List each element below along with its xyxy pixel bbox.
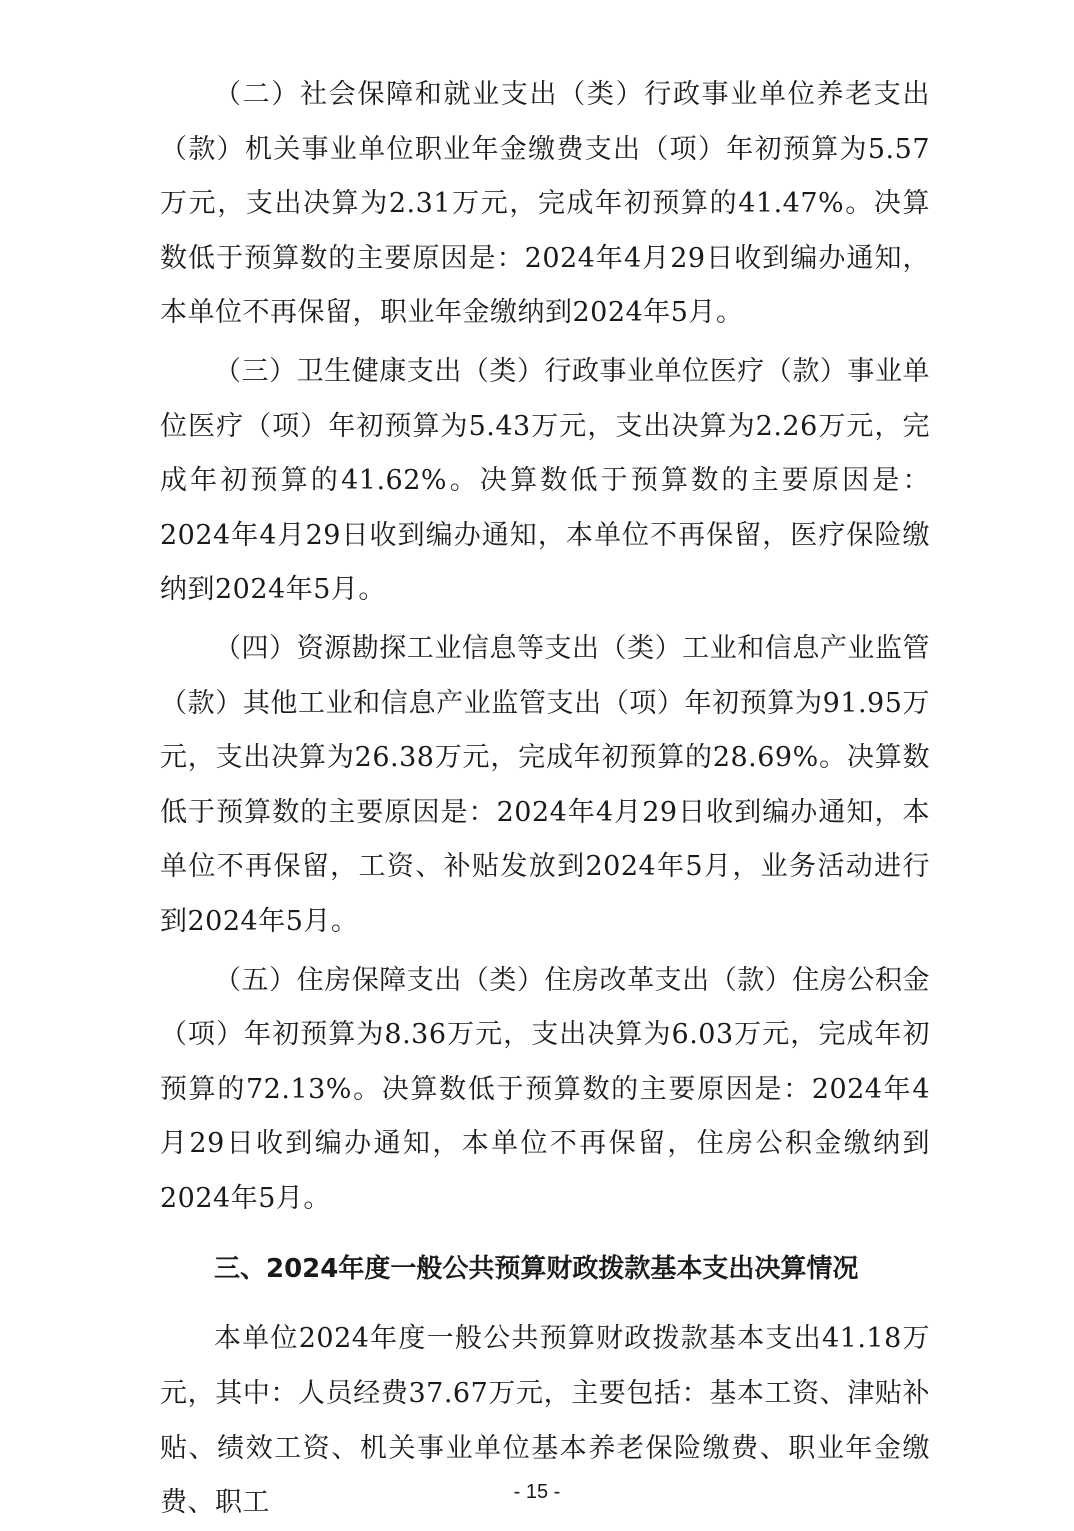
paragraph-health: （三）卫生健康支出（类）行政事业单位医疗（款）事业单位医疗（项）年初预算为5.43万元，支出决算为2.26万元，完成年初预算的41.62%。决算数低于预算数的主要原因是：2024年4月29日收到编办通知，本单位不再保留，医疗保险缴纳到2024年5月。	[160, 355, 930, 606]
paragraph-social-security: （二）社会保障和就业支出（类）行政事业单位养老支出（款）机关事业单位职业年金缴费支出（项）年初预算为5.57万元，支出决算为2.31万元，完成年初预算的41.47%。决算数低于预算数的主要原因是：2024年4月29日收到编办通知，本单位不再保留，职业年金缴纳到2024年5月。	[160, 79, 930, 329]
page-number: - 15 -	[513, 1481, 561, 1503]
paragraph-basic-expenditure: 本单位2024年度一般公共预算财政拨款基本支出41.18万元，其中：人员经费37.67万元，主要包括：基本工资、津贴补贴、绩效工资、机关事业单位基本养老保险缴费、职业年金缴费、职工	[160, 1323, 930, 1519]
paragraph-resource-exploration: （四）资源勘探工业信息等支出（类）工业和信息产业监管（款）其他工业和信息产业监管支出（项）年初预算为91.95万元，支出决算为26.38万元，完成年初预算的28.69%。决算数低于预算数的主要原因是：2024年4月29日收到编办通知，本单位不再保留，工资、补贴发放到2024年5月，业务活动进行到2024年5月。	[160, 632, 930, 937]
document-body	[160, 68, 930, 1531]
section-heading: 三、2024年度一般公共预算财政拨款基本支出决算情况	[214, 1254, 859, 1285]
paragraph-housing: （五）住房保障支出（类）住房改革支出（款）住房公积金（项）年初预算为8.36万元，支出决算为6.03万元，完成年初预算的72.13%。决算数低于预算数的主要原因是：2024年4月29日收到编办通知，本单位不再保留，住房公积金缴纳到2024年5月。	[160, 964, 930, 1214]
